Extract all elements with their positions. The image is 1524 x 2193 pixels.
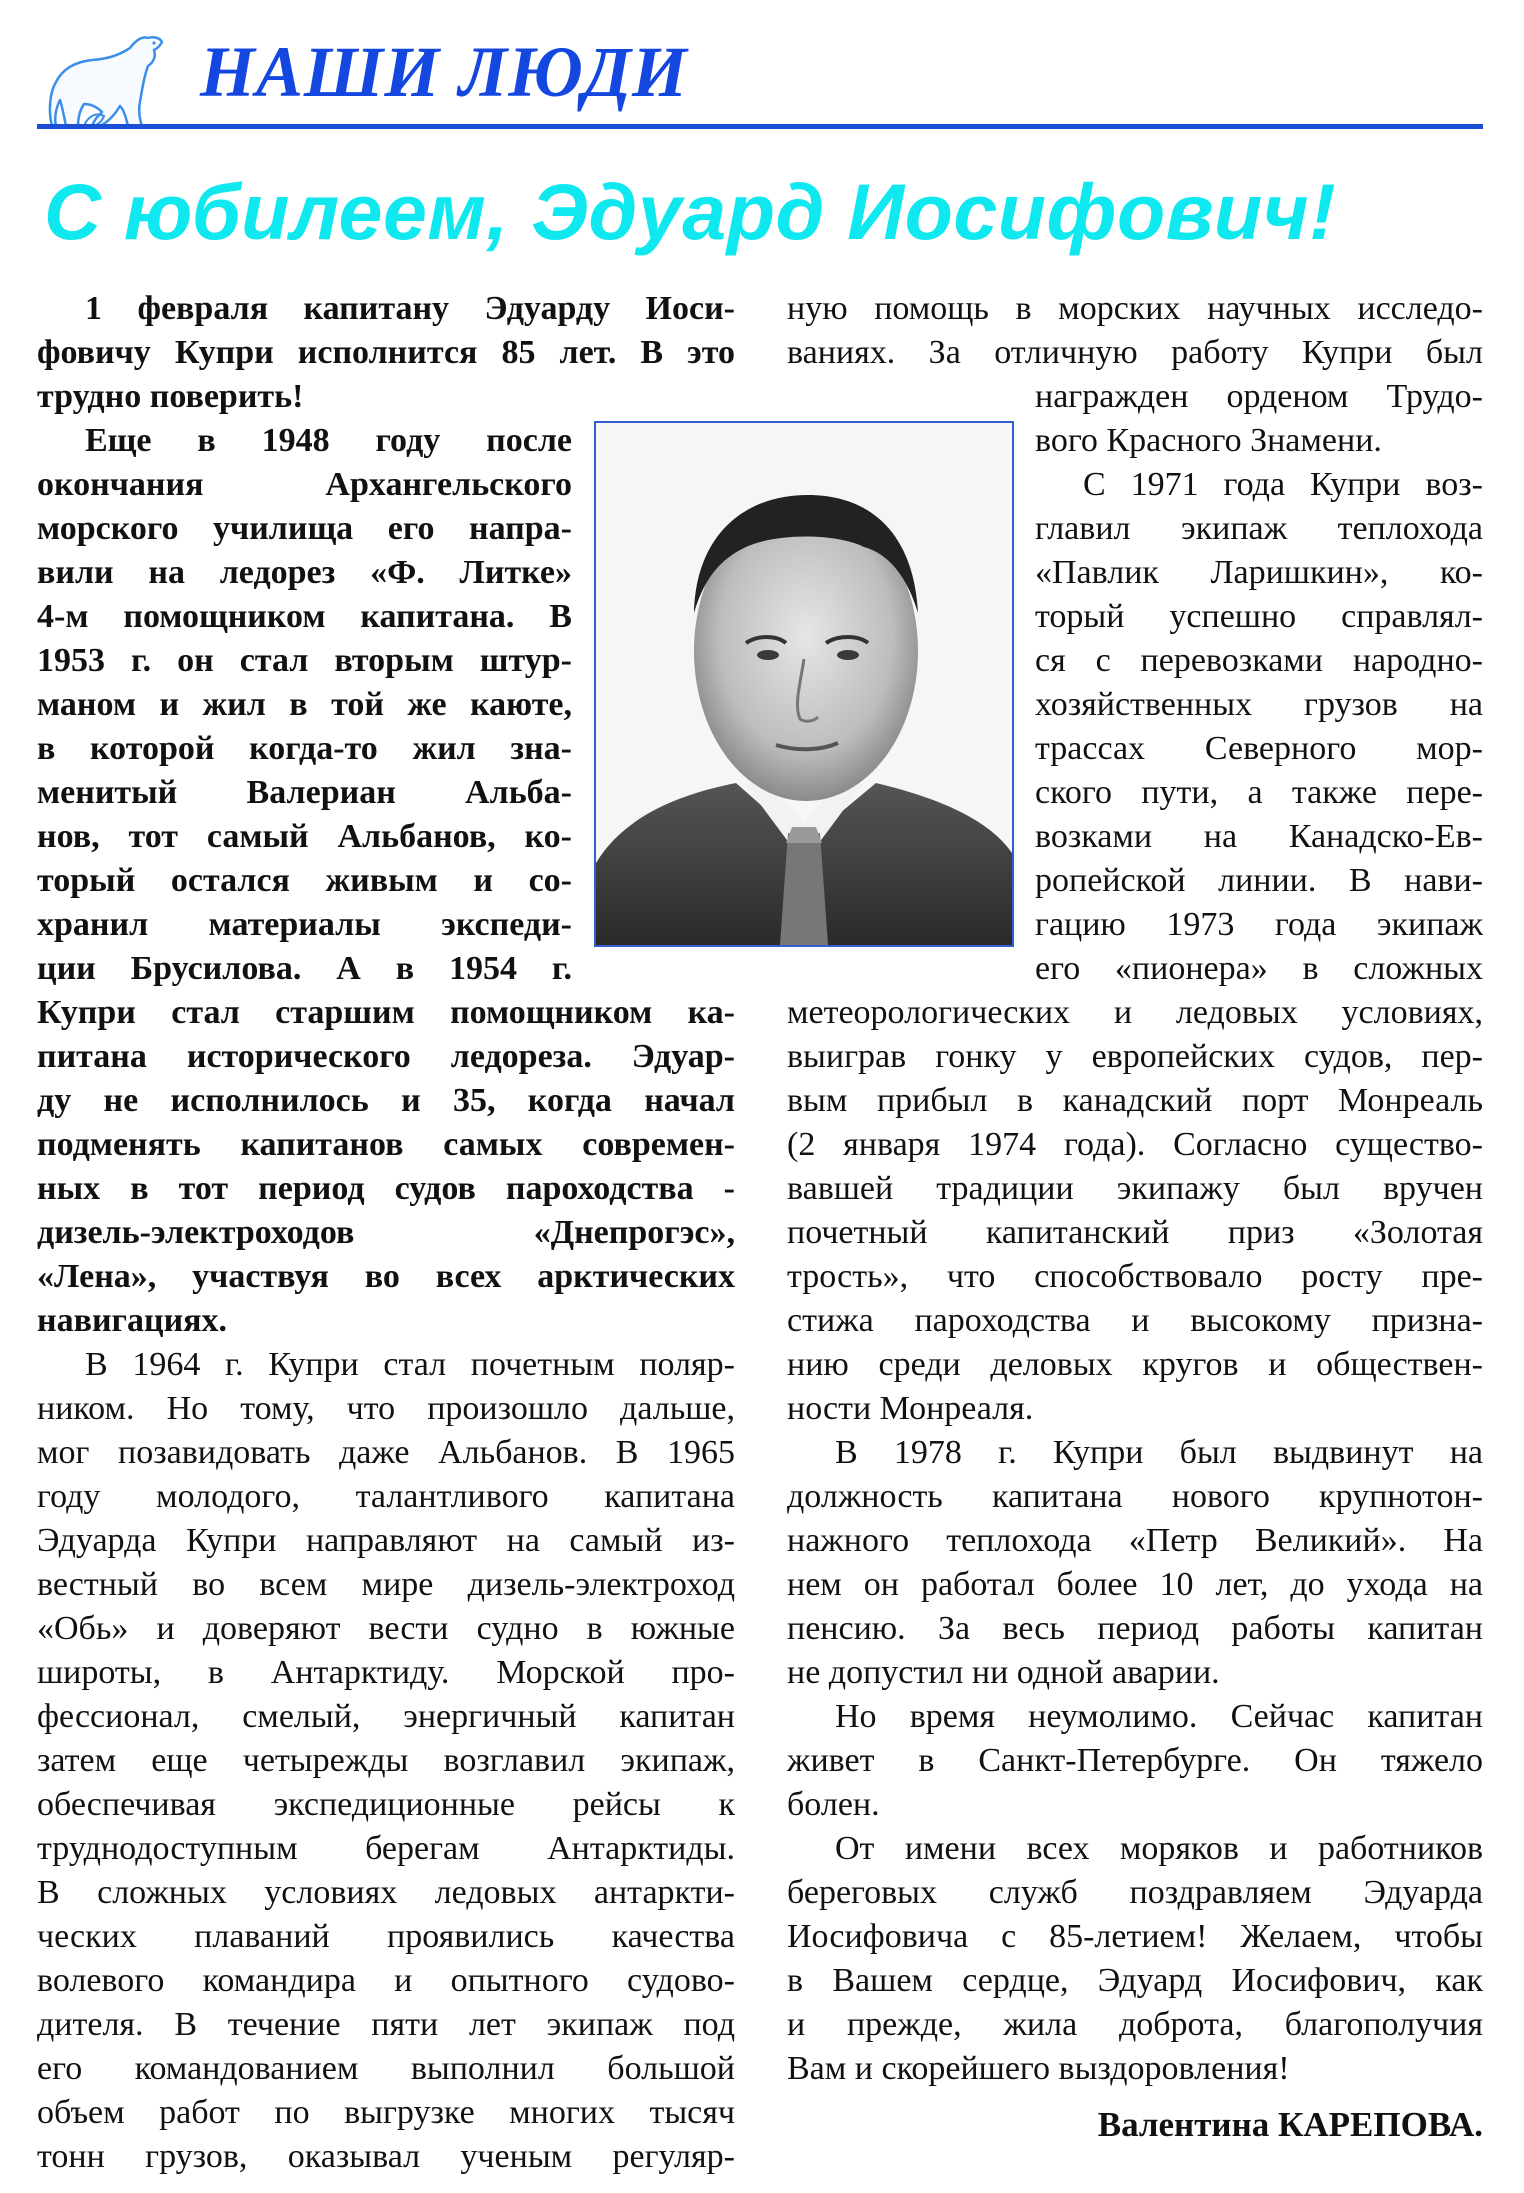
text-line: нов, тот самый Альбанов, ко- — [37, 818, 572, 855]
text-line: От имени всех моряков и работников — [835, 1830, 1483, 1867]
text-line: объем работ по выгрузке многих тысяч — [37, 2094, 735, 2131]
text-line: почетный капитанский приз «Золотая — [787, 1214, 1483, 1251]
text-line: трость», что способствовало росту пре- — [787, 1258, 1483, 1295]
text-line: ся с перевозками народно- — [1035, 642, 1483, 679]
polar-bear-icon — [44, 30, 174, 130]
text-line: дизель-электроходов «Днепрогэс», — [37, 1214, 735, 1251]
text-line: его «пионера» в сложных — [1035, 950, 1483, 987]
text-line: Купри стал старшим помощником ка- — [37, 994, 735, 1031]
text-line: вым прибыл в канадский порт Монреаль — [787, 1082, 1483, 1119]
text-line: 1 февраля капитану Эдуарду Иоси- — [85, 290, 735, 327]
text-line: (2 января 1974 года). Согласно существо- — [787, 1126, 1483, 1163]
text-line: В 1978 г. Купри был выдвинут на — [835, 1434, 1483, 1471]
text-line: возками на Канадско-Ев- — [1035, 818, 1483, 855]
text-line: ции Брусилова. А в 1954 г. — [37, 950, 572, 987]
text-line: выиграв гонку у европейских судов, пер- — [787, 1038, 1483, 1075]
text-line: вого Красного Знамени. — [1035, 422, 1382, 459]
text-line: подменять капитанов самых современ- — [37, 1126, 735, 1163]
text-line: хранил материалы экспеди- — [37, 906, 572, 943]
text-line: окончания Архангельского — [37, 466, 572, 503]
text-line: стижа пароходства и высокому призна- — [787, 1302, 1483, 1339]
text-line: береговых служб поздравляем Эдуарда — [787, 1874, 1483, 1911]
text-line: менитый Валериан Альба- — [37, 774, 572, 811]
text-line: ского пути, а также пере- — [1035, 774, 1483, 811]
text-line: пенсию. За весь период работы капитан — [787, 1610, 1483, 1647]
text-line: Иосифовича с 85-летием! Желаем, чтобы — [787, 1918, 1483, 1955]
text-line: хозяйственных грузов на — [1035, 686, 1483, 723]
text-line: метеорологических и ледовых условиях, — [787, 994, 1483, 1031]
text-line: питана исторического ледореза. Эдуар- — [37, 1038, 735, 1075]
text-line: вавшей традиции экипажу был вручен — [787, 1170, 1483, 1207]
text-line: широты, в Антарктиду. Морской про- — [37, 1654, 735, 1691]
text-line: нем он работал более 10 лет, до ухода на — [787, 1566, 1483, 1603]
text-line: Но время неумолимо. Сейчас капитан — [835, 1698, 1483, 1735]
text-line: не допустил ни одной аварии. — [787, 1654, 1220, 1691]
text-line: ду не исполнилось и 35, когда начал — [37, 1082, 735, 1119]
text-line: В сложных условиях ледовых антаркти- — [37, 1874, 735, 1911]
article-headline: С юбилеем, Эдуард Иосифович! — [44, 167, 1337, 256]
text-line: дителя. В течение пяти лет экипаж под — [37, 2006, 735, 2043]
text-line: живет в Санкт-Петербурге. Он тяжело — [787, 1742, 1483, 1779]
text-line: Эдуарда Купри направляют на самый из- — [37, 1522, 735, 1559]
text-line: «Лена», участвуя во всех арктических — [37, 1258, 735, 1295]
text-line: фессионал, смелый, энергичный капитан — [37, 1698, 735, 1735]
text-line: «Павлик Ларишкин», ко- — [1035, 554, 1483, 591]
text-line: трассах Северного мор- — [1035, 730, 1483, 767]
text-line: его командованием выполнил большой — [37, 2050, 735, 2087]
section-title: НАШИ ЛЮДИ — [200, 32, 688, 112]
text-line: ную помощь в морских научных исследо- — [787, 290, 1483, 327]
text-line: году молодого, талантливого капитана — [37, 1478, 735, 1515]
text-line: нию среди деловых кругов и обществен- — [787, 1346, 1483, 1383]
text-line: вестный во всем мире дизель-электроход — [37, 1566, 735, 1603]
text-line: волевого командира и опытного судово- — [37, 1962, 735, 1999]
author-signature: Валентина КАРЕПОВА. — [1097, 2105, 1483, 2144]
text-line: мог позавидовать даже Альбанов. В 1965 — [37, 1434, 735, 1471]
text-line: вили на ледорез «Ф. Литке» — [37, 554, 572, 591]
text-line: В 1964 г. Купри стал почетным поляр- — [85, 1346, 735, 1383]
text-line: затем еще четырежды возглавил экипаж, — [37, 1742, 735, 1779]
text-line: торый остался живым и со- — [37, 862, 572, 899]
text-line: Вам и скорейшего выздоровления! — [787, 2050, 1290, 2087]
text-line: ческих плаваний проявились качества — [37, 1918, 735, 1955]
text-line: гацию 1973 года экипаж — [1035, 906, 1483, 943]
text-line: и прежде, жила доброта, благополучия — [787, 2006, 1483, 2043]
text-line: фовичу Купри исполнится 85 лет. В это — [37, 334, 735, 371]
text-line: в Вашем сердце, Эдуард Иосифович, как — [787, 1962, 1483, 1999]
text-line: труднодоступным берегам Антарктиды. — [37, 1830, 735, 1867]
text-line: маном и жил в той же каюте, — [37, 686, 572, 723]
text-line: ником. Но тому, что произошло дальше, — [37, 1390, 735, 1427]
page-header — [0, 0, 1524, 140]
text-line: 1953 г. он стал вторым штур- — [37, 642, 572, 679]
right-column — [787, 287, 1483, 2091]
text-line: С 1971 года Купри воз- — [1083, 466, 1483, 503]
text-line: 4-м помощником капитана. В — [37, 598, 572, 635]
text-line: главил экипаж теплохода — [1035, 510, 1483, 547]
text-line: ваниях. За отличную работу Купри был — [787, 334, 1483, 371]
text-line: болен. — [787, 1786, 880, 1823]
text-line: нажного теплохода «Петр Великий». На — [787, 1522, 1483, 1559]
text-line: в которой когда-то жил зна- — [37, 730, 572, 767]
text-line: тонн грузов, оказывал ученым регуляр- — [37, 2138, 735, 2175]
text-line: ности Монреаля. — [787, 1390, 1034, 1427]
text-line: морского училища его напра- — [37, 510, 572, 547]
text-line: торый успешно справлял- — [1035, 598, 1483, 635]
text-line: обеспечивая экспедиционные рейсы к — [37, 1786, 735, 1823]
text-line: навигациях. — [37, 1302, 228, 1339]
text-line: награжден орденом Трудо- — [1035, 378, 1483, 415]
text-line: «Обь» и доверяют вести судно в южные — [37, 1610, 735, 1647]
text-line: Еще в 1948 году после — [85, 422, 572, 459]
text-line: ных в тот период судов пароходства - — [37, 1170, 735, 1207]
text-line: ропейской линии. В нави- — [1035, 862, 1483, 899]
text-line: должность капитана нового крупнотон- — [787, 1478, 1483, 1515]
text-line: трудно поверить! — [37, 378, 304, 415]
header-divider — [37, 124, 1483, 129]
